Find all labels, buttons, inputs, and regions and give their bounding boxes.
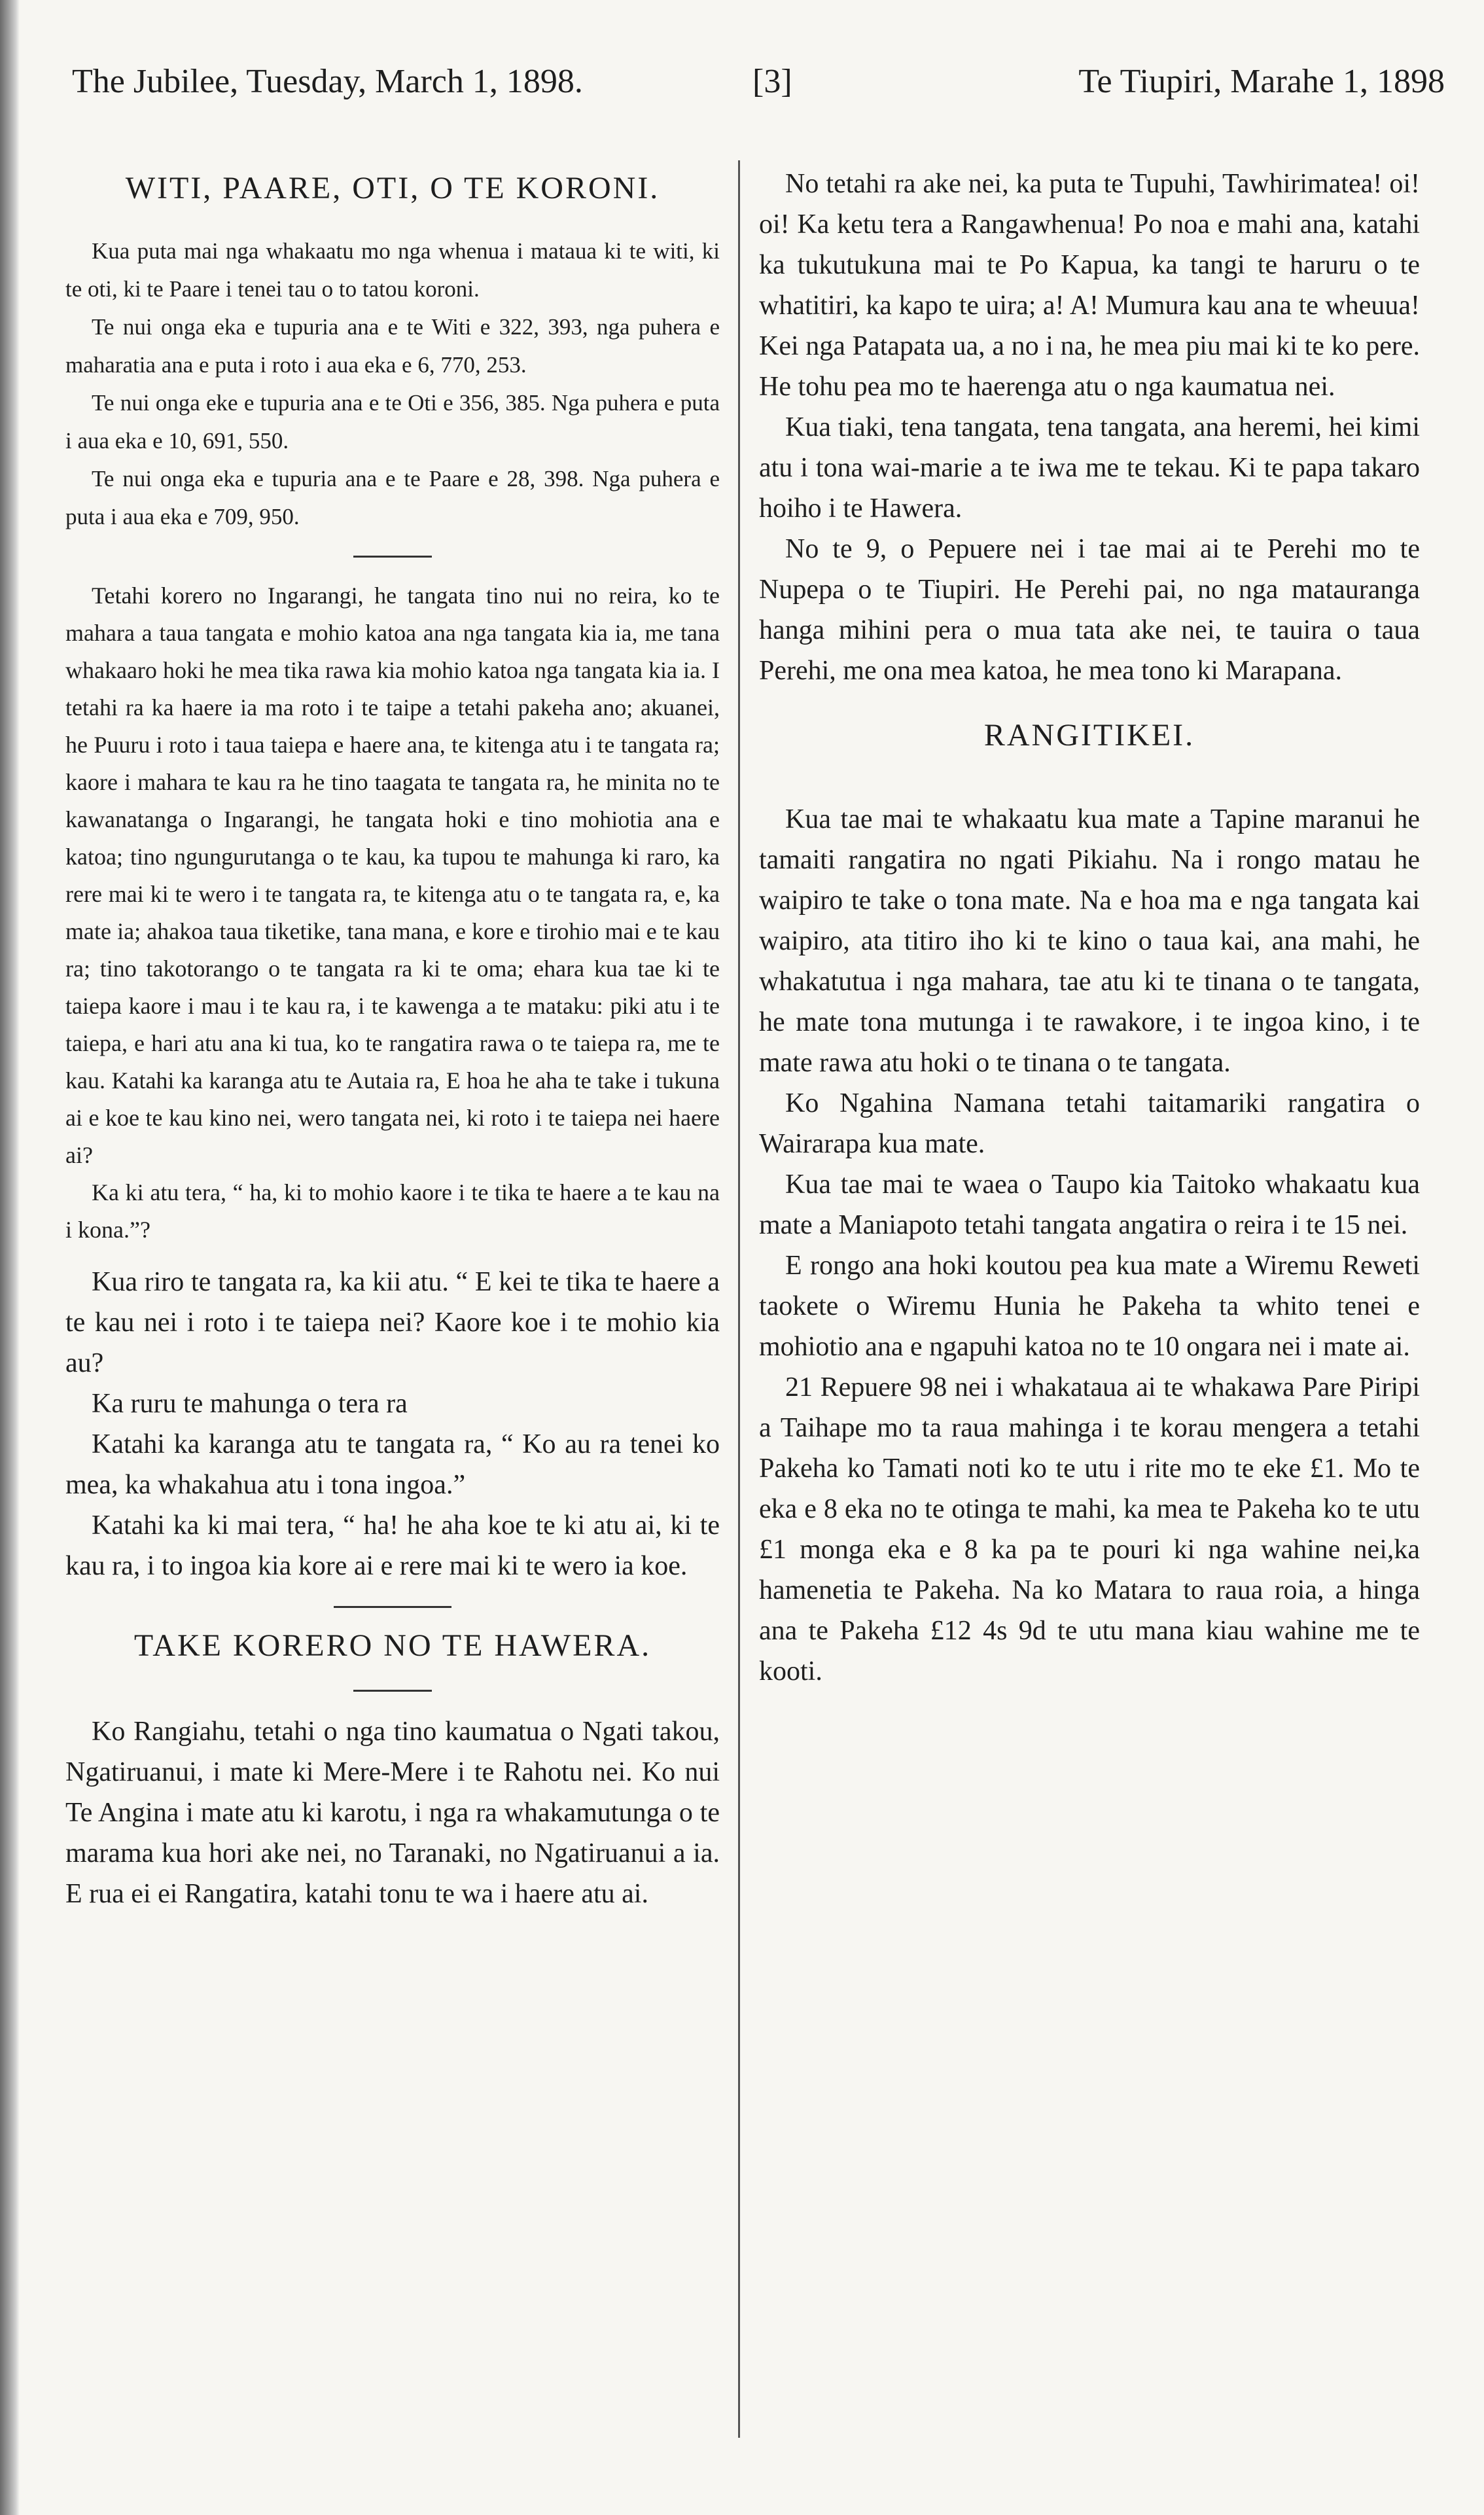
hawera-cont-paragraph: Kua tiaki, tena tangata, tena tangata, ana heremi, hei kimi atu i tona wai-marie a te iwa me te tekau. Ki te papa takaro hoiho i te Hawera. bbox=[759, 412, 1420, 524]
hawera-paragraph: Ko Rangiahu, tetahi o nga tino kaumatua o Ngati takou, Ngatiruanui, i mate ki Mere-Mere i te Rahotu nei. Ko nui Te Angina i mate atu ki karotu, i nga ra whakamutunga o te marama kua hori ake nei, no Taranaki, no Ngatiruanui a ia. E rua ei ei Rangatira, katahi tonu te wa i haere atu ai. bbox=[65, 1717, 720, 1909]
rangitikei-paragraph: 21 Repuere 98 nei i whakataua ai te whakawa Pare Piripi a Taihape mo ta raua mahinga i te korau mengera a tetahi Pakeha ko Tamati noti ko te utu i rite mo te eke £1. Mo te eka e 8 eka no te otinga te mahi, ka mea te Pakeha ko te utu £1 monga eka e 8 ka pa te pouri ki nga wahine nei,ka hamenetia te Pakeha. Na ko Matara to raua roia, a hinga ana te Pakeha £12 4s 9d te utu mana kiau wahine me te kooti. bbox=[759, 1372, 1420, 1686]
rangitikei-paragraph: Kua tae mai te waea o Taupo kia Taitoko whakaatu kua mate a Maniapoto tetahi tangata angatira o reira i te 15 nei. bbox=[759, 1169, 1420, 1240]
column-divider bbox=[738, 160, 740, 2438]
witi-paragraph: Kua puta mai nga whakaatu mo nga whenua i mataua ki te witi, ki te oti, ki te Paare i tenei tau o to tatou koroni. bbox=[65, 238, 720, 302]
right-column bbox=[759, 164, 1420, 1692]
rangitikei-paragraph: Kua tae mai te whakaatu kua mate a Tapine maranui he tamaiti rangatira no ngati Pikiahu. Na i rongo matau he waipiro te take o tona mate. Na e hoa ma e nga tangata kai waipiro, ata titiro iho ki te kino o taua kai, ana mahi, he whakatutua i nga mahara, tae atu ki te tinana o te tangata, he mate tona mutunga i te rawakore, i te ingoa kino, i te mate rawa atu hoki o te tinana o te tangata. bbox=[759, 804, 1420, 1078]
page-number: [3] bbox=[752, 63, 792, 100]
hawera-title: TAKE KORERO NO TE HAWERA. bbox=[133, 1628, 652, 1663]
header-right: Te Tiupiri, Marahe 1, 1898 bbox=[1078, 63, 1445, 100]
witi-title: WITI, PAARE, OTI, O TE KORONI. bbox=[125, 171, 660, 205]
section-rule bbox=[353, 1690, 432, 1692]
witi-paragraph: Te nui onga eka e tupuria ana e te Witi e 322, 393, nga puhera e maharatia ana e puta i roto i aua eka e 6, 770, 253. bbox=[65, 314, 720, 378]
rangitikei-paragraph: E rongo ana hoki koutou pea kua mate a Wiremu Reweti taokete o Wiremu Hunia he Pakeha ta whito tenei e mohiotio ana e ngapuhi katoa no te 10 ongara nei i mate ai. bbox=[759, 1251, 1420, 1362]
left-column bbox=[65, 164, 720, 1914]
dialogue-section bbox=[65, 1262, 720, 1586]
page-header bbox=[72, 62, 1445, 134]
hawera-continued-section bbox=[759, 164, 1420, 691]
story-section bbox=[65, 577, 720, 1249]
witi-section bbox=[65, 232, 720, 536]
rangitikei-paragraph: Ko Ngahina Namana tetahi taitamariki rangatira o Wairarapa kua mate. bbox=[759, 1088, 1420, 1159]
dialogue-paragraph: Kua riro te tangata ra, ka kii atu. “ E kei te tika te haere a te kau nei i roto i te taiepa nei? Kaore koe i te mohio kia au? bbox=[65, 1267, 720, 1378]
story-paragraph: Ka ki atu tera, “ ha, ki to mohio kaore i te tika te haere a te kau na i kona.”? bbox=[65, 1179, 720, 1243]
dialogue-paragraph: Ka ruru te mahunga o tera ra bbox=[92, 1389, 408, 1419]
rangitikei-title: RANGITIKEI. bbox=[983, 718, 1195, 753]
dialogue-paragraph: Katahi ka karanga atu te tangata ra, “ Ko au ra tenei ko mea, ka whakahua atu i tona ingoa.” bbox=[65, 1429, 720, 1500]
hawera-cont-paragraph: No te 9, o Pepuere nei i tae mai ai te Perehi mo te Nupepa o te Tiupiri. He Perehi pai, no nga matauranga hanga mihini pera o mua tata ake nei, te tauira o taua Perehi, me ona mea katoa, he mea tono ki Marapana. bbox=[759, 534, 1420, 686]
hawera-section bbox=[65, 1711, 720, 1914]
hawera-cont-paragraph: No tetahi ra ake nei, ka puta te Tupuhi, Tawhirimatea! oi! oi! Ka ketu tera a Rangawhenua! Po noa e mahi ana, katahi ka tukutukuna mai te Po Kapua, ka tangi te haruru o te whatitiri, ka kapo te uira; a! A! Mumura kau ana te wheuua! Kei nga Patapata ua, a no i na, he mea piu mai ki te ko pere. He tohu pea mo te haerenga atu o nga kaumatua nei. bbox=[759, 169, 1420, 402]
rangitikei-section bbox=[759, 799, 1420, 1692]
witi-paragraph: Te nui onga eka e tupuria ana e te Paare e 28, 398. Nga puhera e puta i aua eka e 709, 950. bbox=[65, 466, 720, 529]
dialogue-paragraph: Katahi ka ki mai tera, “ ha! he aha koe te ki atu ai, ki te kau ra, i to ingoa kia kore ai e rere mai ki te wero ia koe. bbox=[65, 1510, 720, 1581]
witi-paragraph: Te nui onga eke e tupuria ana e te Oti e 356, 385. Nga puhera e puta i aua eka e 10, 691, 550. bbox=[65, 390, 720, 454]
story-paragraph: Tetahi korero no Ingarangi, he tangata tino nui no reira, ko te mahara a taua tangata e mohio katoa ana nga tangata kia ia, me tana whakaaro hoki he mea tika rawa kia mohio katoa nga tangata kia ia. I tetahi ra ka haere ia ma roto i te taipe a tetahi pakeha ano; akuanei, he Puuru i roto i taua taiepa e haere ana, te kitenga atu i te tangata ra; kaore i mahara te kau ra he tino taagata te tangata ra, he minita no te kawanatanga o Ingarangi, he tangata hoki e tino mohiotia ana e katoa; tino ngungurutanga o te kau, ka tupou te mahunga ki raro, ka rere mai ki te wero i te tangata ra, te kitenga atu o te tangata ra, e, ka mate ia; ahakoa taua tiketike, tana mana, e kore e tirohio mai e te kau ra; tino takotorango o te tangata ra ki te oma; ehara kua tae ki te taiepa kaore i mau i te kau ra, i te kawenga a te mataku: piki atu i te taiepa, e hari atu ana ki tua, ko te rangatira rawa o te taiepa ra, me te kau. Katahi ka karanga atu te Autaia ra, E hoa he aha te take i tukuna ai e koe te kau kino nei, wero tangata nei, ki roto i te taiepa nei haere ai? bbox=[65, 582, 720, 1168]
section-rule bbox=[334, 1606, 451, 1608]
header-left: The Jubilee, Tuesday, March 1, 1898. bbox=[72, 63, 583, 100]
scan-left-edge bbox=[0, 0, 20, 2515]
section-rule bbox=[353, 556, 432, 558]
